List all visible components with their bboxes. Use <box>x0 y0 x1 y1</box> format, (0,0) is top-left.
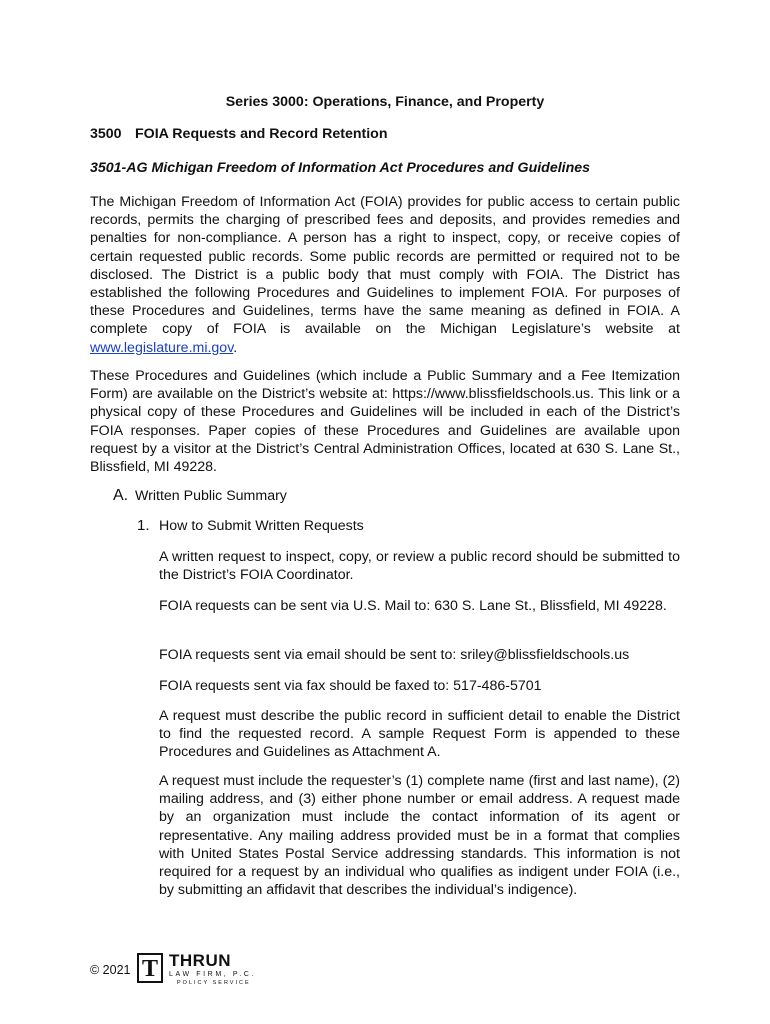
logo-firm: LAW FIRM, P.C. <box>169 971 256 978</box>
subsection-heading: 3501-AG Michigan Freedom of Information Act Procedures and Guidelines <box>90 160 591 176</box>
section-heading <box>90 126 388 142</box>
logo-letter: T <box>142 956 159 982</box>
copyright-text: © 2021 <box>90 963 131 977</box>
instruction-paragraph: FOIA requests sent via fax should be faxed to: 517-486-5701 <box>159 678 542 694</box>
outline-title-a: Written Public Summary <box>135 488 287 504</box>
outline-heading-a <box>113 487 287 505</box>
instruction-paragraph: FOIA requests sent via email should be sent to: sriley@blissfieldschools.us <box>159 647 630 663</box>
thrun-logo <box>137 951 257 991</box>
outline-title-1: How to Submit Written Requests <box>159 518 364 534</box>
logo-name: THRUN <box>169 951 231 970</box>
series-heading: Series 3000: Operations, Finance, and Property <box>225 94 545 110</box>
instruction-paragraph: A request must include the requester’s (1) complete name (first and last name), (2) mailing address, and (3) either phone number or email address. A request made by an organization must include the contact information of its agent or representative. Any mailing address provided must be in a format that complies with United States Postal Service addressing standards. This information is not required for a request by an individual who qualifies as indigent under FOIA (i.e., by submitting an affidavit that describes the individual’s indigence). <box>159 773 680 899</box>
intro-paragraph <box>90 193 680 357</box>
intro-text: The Michigan Freedom of Information Act (FOIA) provides for public access to certain public records, permits the charging of prescribed fees and deposits, and provides remedies and penalties for non-compliance. A person has a right to inspect, copy, or receive copies of certain requested public records. Some public records are permitted or required not to be disclosed. The District is a public body that must comply with FOIA. The District has established the following Procedures and Guidelines to implement FOIA. For purposes of these Procedures and Guidelines, terms have the same meaning as defined in FOIA. A complete copy of FOIA is available on the Michigan Legislature’s website at <box>90 194 680 338</box>
intro-end: . <box>233 339 238 356</box>
section-title: FOIA Requests and Record Retention <box>135 126 388 142</box>
outline-heading-1 <box>137 517 364 534</box>
logo-mark-icon <box>137 953 163 983</box>
instruction-paragraph: A written request to inspect, copy, or review a public record should be submitted to the District’s FOIA Coordinator. <box>159 549 680 584</box>
legislature-link[interactable]: www.legislature.mi.gov <box>90 339 234 356</box>
outline-letter-a: A. <box>113 487 129 504</box>
instruction-paragraph: A request must describe the public record in sufficient detail to enable the District to find the requested record. A sample Request Form is appended to these Procedures and Guidelines as Attachment A. <box>159 708 680 761</box>
logo-service: POLICY SERVICE <box>177 980 251 986</box>
outline-number-1: 1. <box>137 517 150 534</box>
section-number: 3500 <box>90 126 122 142</box>
availability-paragraph: These Procedures and Guidelines (which include a Public Summary and a Fee Itemization Form) are available on the District’s website at: https://www.blissfieldschools.us. This link or a physical copy of these Procedures and Guidelines will be included in each of the District’s FOIA responses. Paper copies of these Procedures and Guidelines are available upon request by a visitor at the District’s Central Administration Offices, located at 630 S. Lane St., Blissfield, MI 49228. <box>90 368 680 476</box>
instruction-paragraph: FOIA requests can be sent via U.S. Mail to: 630 S. Lane St., Blissfield, MI 49228. <box>159 598 667 614</box>
